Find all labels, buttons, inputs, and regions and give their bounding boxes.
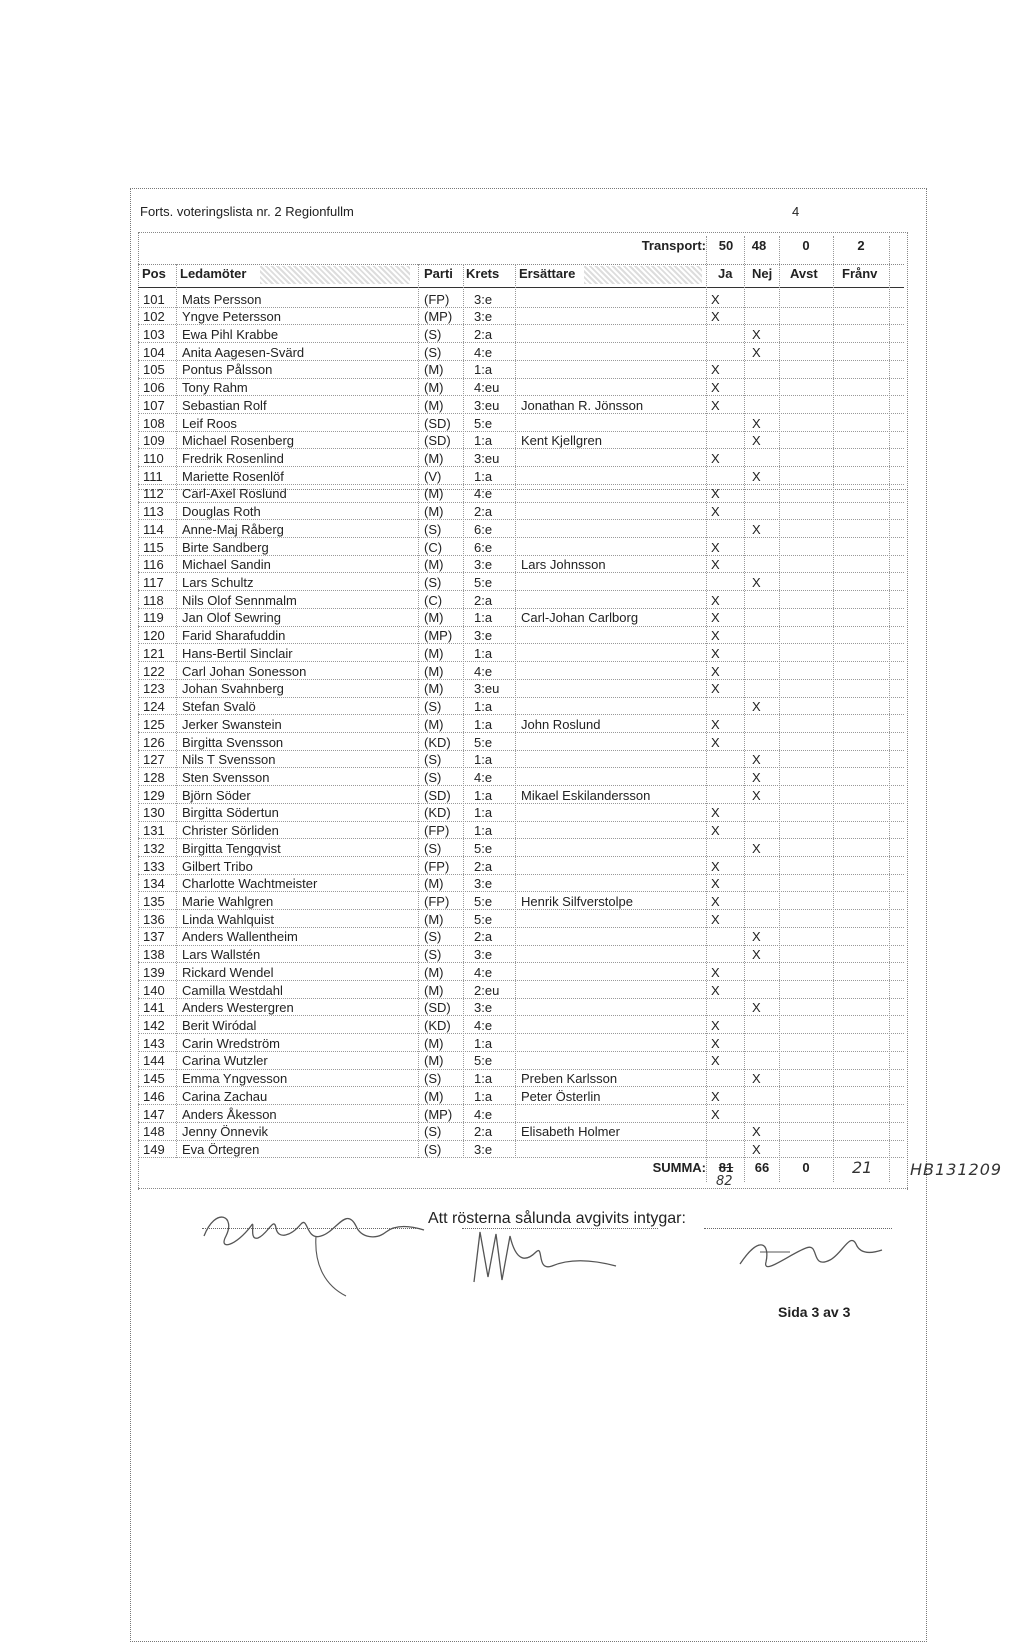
row-parti: (SD) [424, 433, 451, 449]
row-pos: 133 [143, 858, 165, 874]
row-pos: 113 [143, 504, 164, 520]
row-name: Michael Rosenberg [182, 433, 295, 449]
row-parti: (M) [424, 380, 444, 396]
row-ersattare: John Roslund [521, 716, 601, 732]
row-krets: 2:a [474, 1124, 493, 1140]
row-name: Leif Roos [182, 415, 237, 431]
row-ja: X [711, 663, 720, 679]
row-nej: X [752, 1142, 761, 1158]
row-name: Farid Sharafuddin [182, 628, 286, 644]
row-parti: (S) [424, 769, 442, 785]
row-pos: 147 [143, 1106, 165, 1122]
row-ja: X [711, 450, 720, 466]
row-nej: X [752, 575, 761, 591]
row-parti: (M) [424, 1088, 444, 1104]
row-name: Christer Sörliden [182, 823, 279, 839]
row-pos: 111 [143, 468, 163, 484]
row-ersattare: Lars Johnsson [521, 557, 606, 573]
row-nej: X [752, 344, 761, 360]
row-parti: (M) [424, 397, 444, 413]
row-name: Berit Wiródal [182, 1018, 257, 1034]
row-name: Jenny Önnevik [182, 1124, 268, 1140]
attestation-text: Att rösterna sålunda avgivits intygar: [428, 1210, 686, 1227]
row-parti: (S) [424, 699, 442, 715]
row-ja: X [711, 805, 720, 821]
row-krets: 4:e [474, 1018, 493, 1034]
row-krets: 2:a [474, 929, 493, 945]
row-name: Birgitta Tengqvist [182, 840, 281, 856]
row-parti: (FP) [424, 291, 450, 307]
row-ja: X [711, 716, 720, 732]
row-krets: 1:a [474, 433, 493, 449]
row-krets: 3:eu [474, 397, 500, 413]
row-pos: 119 [143, 610, 164, 626]
row-pos: 103 [143, 326, 165, 342]
row-ja: X [711, 858, 720, 874]
row-name: Charlotte Wachtmeister [182, 876, 318, 892]
row-parti: (S) [424, 947, 442, 963]
table-frame-bottom [138, 1188, 908, 1189]
row-name: Nils Olof Sennmalm [182, 592, 297, 608]
transport-ja: 50 [718, 238, 734, 253]
row-krets: 5:e [474, 840, 493, 856]
row-pos: 123 [143, 681, 165, 697]
row-name: Marie Wahlgren [182, 893, 274, 909]
side-note: HB131209 [910, 1160, 1003, 1179]
row-ja: X [711, 1053, 720, 1069]
row-nej: X [752, 521, 761, 537]
row-krets: 1:a [474, 805, 493, 821]
row-name: Johan Svahnberg [182, 681, 284, 697]
row-krets: 3:e [474, 628, 493, 644]
row-krets: 2:a [474, 592, 493, 608]
row-pos: 149 [143, 1142, 165, 1158]
transport-label: Transport: [641, 238, 706, 253]
row-ja: X [711, 911, 720, 927]
row-pos: 137 [143, 929, 165, 945]
row-pos: 142 [143, 1018, 165, 1034]
row-parti: (M) [424, 911, 444, 927]
row-krets: 3:e [474, 1142, 493, 1158]
row-nej: X [752, 415, 761, 431]
row-krets: 5:e [474, 575, 493, 591]
row-pos: 124 [143, 699, 165, 715]
row-nej: X [752, 769, 761, 785]
row-krets: 4:e [474, 486, 493, 502]
row-ersattare: Jonathan R. Jönsson [521, 397, 644, 413]
row-ja: X [711, 982, 720, 998]
row-pos: 146 [143, 1088, 165, 1104]
row-ja: X [711, 504, 720, 520]
row-parti: (SD) [424, 1000, 451, 1016]
row-parti: (M) [424, 964, 444, 980]
row-pos: 102 [143, 309, 165, 325]
col-ledamoter: Ledamöter [180, 266, 247, 281]
row-pos: 148 [143, 1124, 165, 1140]
row-name: Anders Westergren [182, 1000, 294, 1016]
row-krets: 4:e [474, 344, 493, 360]
row-nej: X [752, 840, 761, 856]
row-pos: 105 [143, 362, 165, 378]
row-pos: 144 [143, 1053, 165, 1069]
col-ersattare: Ersättare [519, 266, 576, 281]
row-name: Camilla Westdahl [182, 982, 283, 998]
row-ja: X [711, 592, 720, 608]
row-name: Carin Wredström [182, 1035, 281, 1051]
row-name: Birgitta Södertun [182, 805, 279, 821]
row-parti: (S) [424, 1142, 442, 1158]
row-parti: (S) [424, 752, 442, 768]
row-ja: X [711, 539, 720, 555]
row-parti: (M) [424, 716, 444, 732]
row-krets: 5:e [474, 415, 493, 431]
row-krets: 3:e [474, 309, 493, 325]
col-parti: Parti [424, 266, 453, 281]
row-krets: 3:e [474, 876, 493, 892]
row-name: Björn Söder [182, 787, 251, 803]
row-krets: 4:e [474, 964, 493, 980]
row-krets: 6:e [474, 539, 493, 555]
row-name: Mariette Rosenlöf [182, 468, 284, 484]
row-name: Birgitta Svensson [182, 734, 284, 750]
row-pos: 125 [143, 716, 165, 732]
row-krets: 1:a [474, 699, 493, 715]
transport-avst: 0 [802, 238, 810, 253]
row-ja: X [711, 486, 720, 502]
row-parti: (M) [424, 681, 444, 697]
row-ja: X [711, 397, 720, 413]
row-name: Rickard Wendel [182, 964, 274, 980]
row-krets: 1:a [474, 1071, 493, 1087]
row-pos: 109 [143, 433, 165, 449]
row-ersattare: Kent Kjellgren [521, 433, 602, 449]
row-pos: 141 [143, 1000, 165, 1016]
row-parti: (M) [424, 486, 444, 502]
table-row [138, 857, 904, 875]
row-parti: (M) [424, 450, 444, 466]
row-parti: (M) [424, 557, 444, 573]
row-name: Anders Åkesson [182, 1106, 277, 1122]
row-krets: 2:a [474, 326, 493, 342]
row-krets: 2:a [474, 504, 493, 520]
row-name: Jan Olof Sewring [182, 610, 281, 626]
row-krets: 4:e [474, 769, 493, 785]
row-parti: (MP) [424, 628, 453, 644]
row-ja: X [711, 1106, 720, 1122]
row-name: Gilbert Tribo [182, 858, 253, 874]
row-pos: 118 [143, 592, 164, 608]
row-parti: (S) [424, 929, 442, 945]
summa-label: SUMMA: [652, 1160, 706, 1175]
row-pos: 140 [143, 982, 165, 998]
row-name: Sten Svensson [182, 769, 270, 785]
list-title: Forts. voteringslista nr. 2 Regionfullm [140, 204, 354, 219]
row-name: Linda Wahlquist [182, 911, 275, 927]
row-ja: X [711, 893, 720, 909]
summa-nej: 66 [754, 1160, 770, 1175]
transport-franv: 2 [857, 238, 865, 253]
row-name: Mats Persson [182, 291, 262, 307]
row-parti: (S) [424, 326, 442, 342]
row-ja: X [711, 681, 720, 697]
row-pos: 126 [143, 734, 165, 750]
row-parti: (FP) [424, 893, 450, 909]
row-name: Fredrik Rosenlind [182, 450, 284, 466]
row-parti: (S) [424, 1124, 442, 1140]
row-name: Birte Sandberg [182, 539, 269, 555]
col-nej: Nej [752, 266, 773, 281]
row-parti: (V) [424, 468, 442, 484]
row-ja: X [711, 964, 720, 980]
transport-nej: 48 [751, 238, 767, 253]
row-nej: X [752, 699, 761, 715]
row-krets: 5:e [474, 1053, 493, 1069]
summa-franv-handwritten: 21 [852, 1158, 873, 1177]
row-ja: X [711, 876, 720, 892]
row-krets: 5:e [474, 893, 493, 909]
row-name: Lars Schultz [182, 575, 254, 591]
row-ersattare: Preben Karlsson [521, 1071, 618, 1087]
row-ja: X [711, 628, 720, 644]
row-nej: X [752, 1124, 761, 1140]
header-shade [584, 266, 702, 284]
row-name: Douglas Roth [182, 504, 261, 520]
row-ja: X [711, 309, 720, 325]
row-pos: 135 [143, 893, 165, 909]
row-name: Tony Rahm [182, 380, 248, 396]
page-footer: Sida 3 av 3 [778, 1304, 851, 1320]
row-parti: (M) [424, 1035, 444, 1051]
row-ersattare: Carl-Johan Carlborg [521, 610, 639, 626]
row-name: Lars Wallstén [182, 947, 261, 963]
row-name: Yngve Petersson [182, 309, 282, 325]
row-parti: (SD) [424, 415, 451, 431]
row-name: Pontus Pålsson [182, 362, 273, 378]
row-name: Carl-Axel Roslund [182, 486, 287, 502]
row-pos: 131 [143, 823, 165, 839]
row-pos: 139 [143, 964, 165, 980]
row-krets: 3:e [474, 947, 493, 963]
row-parti: (S) [424, 1071, 442, 1087]
row-parti: (M) [424, 645, 444, 661]
row-parti: (SD) [424, 787, 451, 803]
row-krets: 5:e [474, 911, 493, 927]
row-pos: 108 [143, 415, 165, 431]
row-krets: 6:e [474, 521, 493, 537]
row-nej: X [752, 787, 761, 803]
row-pos: 132 [143, 840, 165, 856]
col-pos: Pos [142, 266, 166, 281]
col-franv: Frånv [842, 266, 878, 281]
row-krets: 2:a [474, 858, 493, 874]
row-ja: X [711, 1088, 720, 1104]
row-pos: 101 [143, 291, 165, 307]
row-pos: 128 [143, 769, 165, 785]
row-nej: X [752, 468, 761, 484]
row-pos: 106 [143, 380, 165, 396]
row-name: Eva Örtegren [182, 1142, 260, 1158]
row-ersattare: Mikael Eskilandersson [521, 787, 651, 803]
row-pos: 116 [143, 557, 164, 573]
table-row [138, 414, 904, 432]
col-ja: Ja [718, 266, 733, 281]
row-krets: 1:a [474, 823, 493, 839]
row-nej: X [752, 433, 761, 449]
row-nej: X [752, 1071, 761, 1087]
row-pos: 130 [143, 805, 165, 821]
row-name: Emma Yngvesson [182, 1071, 288, 1087]
row-pos: 107 [143, 397, 165, 413]
row-parti: (KD) [424, 734, 451, 750]
row-krets: 4:eu [474, 380, 500, 396]
row-name: Carina Zachau [182, 1088, 268, 1104]
row-nej: X [752, 929, 761, 945]
col-avst: Avst [790, 266, 818, 281]
row-parti: (S) [424, 840, 442, 856]
table-row [138, 379, 904, 397]
row-nej: X [752, 326, 761, 342]
row-name: Anne-Maj Råberg [182, 521, 284, 537]
row-krets: 1:a [474, 716, 493, 732]
row-pos: 145 [143, 1071, 165, 1087]
signature-2 [466, 1222, 636, 1292]
row-parti: (C) [424, 539, 443, 555]
row-krets: 3:eu [474, 681, 500, 697]
summa-ja: 81 [718, 1160, 734, 1175]
row-parti: (S) [424, 521, 442, 537]
row-krets: 1:a [474, 752, 493, 768]
row-krets: 1:a [474, 645, 493, 661]
row-parti: (M) [424, 982, 444, 998]
row-pos: 138 [143, 947, 165, 963]
row-ja: X [711, 1018, 720, 1034]
row-ja: X [711, 291, 720, 307]
row-ersattare: Elisabeth Holmer [521, 1124, 620, 1140]
row-ja: X [711, 823, 720, 839]
row-parti: (C) [424, 592, 443, 608]
row-krets: 1:a [474, 610, 493, 626]
row-ja: X [711, 645, 720, 661]
row-pos: 117 [143, 575, 164, 591]
row-name: Ewa Pihl Krabbe [182, 326, 279, 342]
row-krets: 4:e [474, 1106, 493, 1122]
row-ersattare: Peter Österlin [521, 1088, 601, 1104]
summa-avst: 0 [802, 1160, 810, 1175]
row-name: Michael Sandin [182, 557, 271, 573]
row-ersattare: Henrik Silfverstolpe [521, 893, 633, 909]
row-parti: (M) [424, 663, 444, 679]
row-parti: (KD) [424, 805, 451, 821]
row-parti: (M) [424, 362, 444, 378]
row-parti: (KD) [424, 1018, 451, 1034]
row-name: Carina Wutzler [182, 1053, 268, 1069]
row-pos: 104 [143, 344, 165, 360]
row-parti: (MP) [424, 309, 453, 325]
row-name: Nils T Svensson [182, 752, 276, 768]
row-name: Anders Wallentheim [182, 929, 298, 945]
row-ja: X [711, 557, 720, 573]
row-parti: (M) [424, 876, 444, 892]
row-parti: (S) [424, 344, 442, 360]
row-name: Jerker Swanstein [182, 716, 282, 732]
row-pos: 136 [143, 911, 165, 927]
row-name: Hans-Bertil Sinclair [182, 645, 293, 661]
col-krets: Krets [466, 266, 500, 281]
row-krets: 1:a [474, 787, 493, 803]
row-parti: (S) [424, 575, 442, 591]
row-pos: 134 [143, 876, 165, 892]
row-nej: X [752, 947, 761, 963]
row-krets: 1:a [474, 362, 493, 378]
row-krets: 3:eu [474, 450, 500, 466]
row-parti: (M) [424, 610, 444, 626]
row-parti: (MP) [424, 1106, 453, 1122]
row-pos: 115 [143, 539, 164, 555]
row-parti: (FP) [424, 858, 450, 874]
row-krets: 5:e [474, 734, 493, 750]
row-name: Sebastian Rolf [182, 397, 267, 413]
row-krets: 3:e [474, 557, 493, 573]
row-nej: X [752, 752, 761, 768]
row-pos: 120 [143, 628, 165, 644]
row-ja: X [711, 610, 720, 626]
row-parti: (M) [424, 1053, 444, 1069]
row-krets: 4:e [474, 663, 493, 679]
row-pos: 121 [143, 645, 165, 661]
row-krets: 3:e [474, 291, 493, 307]
row-ja: X [711, 1035, 720, 1051]
page-number: 4 [792, 204, 800, 219]
row-krets: 1:a [474, 468, 493, 484]
row-name: Stefan Svalö [182, 699, 256, 715]
row-pos: 122 [143, 663, 165, 679]
row-name: Anita Aagesen-Svärd [182, 344, 305, 360]
row-ja: X [711, 734, 720, 750]
header-shade [260, 266, 410, 284]
row-pos: 114 [143, 521, 164, 537]
row-pos: 143 [143, 1035, 165, 1051]
row-parti: (FP) [424, 823, 450, 839]
row-krets: 2:eu [474, 982, 500, 998]
row-pos: 110 [143, 450, 164, 466]
signature-3 [730, 1214, 890, 1284]
row-pos: 112 [143, 486, 164, 502]
row-ja: X [711, 362, 720, 378]
row-pos: 127 [143, 752, 165, 768]
row-pos: 129 [143, 787, 165, 803]
signature-1 [196, 1196, 432, 1306]
row-name: Carl Johan Sonesson [182, 663, 307, 679]
row-krets: 1:a [474, 1088, 493, 1104]
row-ja: X [711, 380, 720, 396]
row-parti: (M) [424, 504, 444, 520]
summa-ja-handwritten: 82 [716, 1174, 733, 1189]
row-nej: X [752, 1000, 761, 1016]
row-krets: 1:a [474, 1035, 493, 1051]
row-krets: 3:e [474, 1000, 493, 1016]
